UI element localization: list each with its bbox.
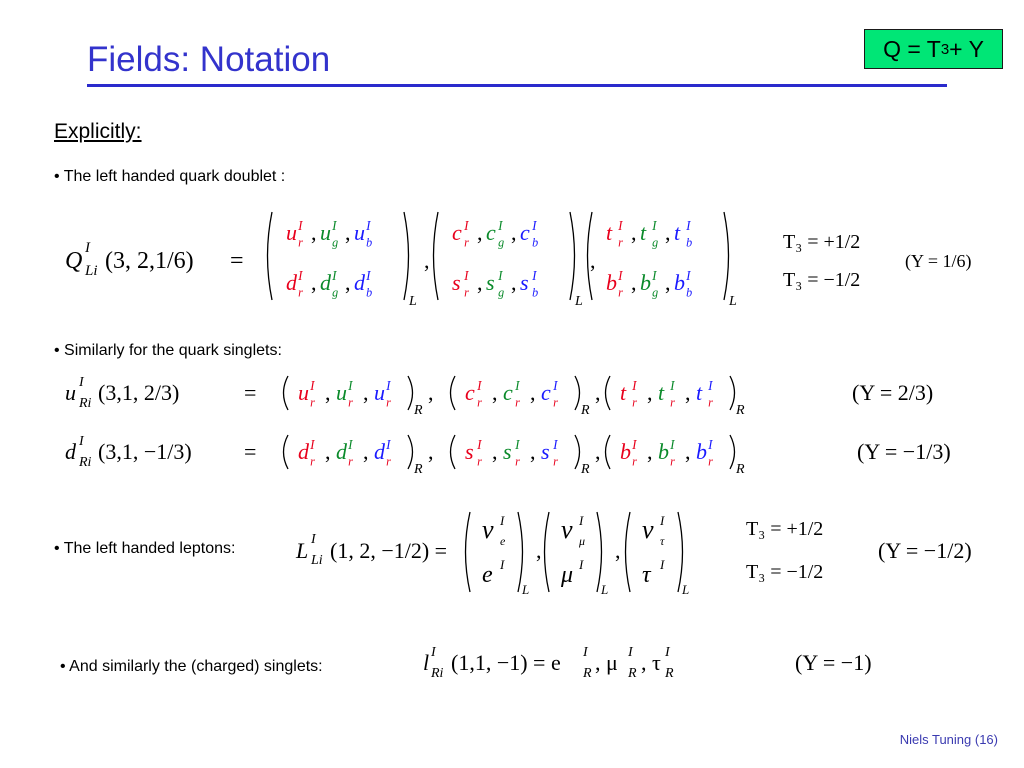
comma: , bbox=[363, 380, 369, 405]
comma: , bbox=[595, 380, 601, 405]
charged-end: , τ bbox=[641, 650, 661, 675]
lepton-equation bbox=[295, 512, 972, 597]
charged-tau-sup: I bbox=[665, 645, 670, 660]
right-paren bbox=[730, 435, 735, 469]
singlet-up-rows-2-2-sup: I bbox=[708, 378, 713, 394]
comma: , bbox=[536, 538, 542, 563]
comma: , bbox=[685, 439, 691, 464]
singlet-down-rows-2-1-sub: r bbox=[670, 454, 675, 469]
doublet-t3-top: T₃ = +1/2 bbox=[783, 231, 861, 253]
singlet-down-rows-2-0-sub: r bbox=[632, 454, 637, 469]
singlet-up-rows bbox=[284, 376, 746, 418]
comma: , bbox=[428, 439, 434, 464]
singlet-up-rows-2-0-sup: I bbox=[632, 378, 637, 394]
charged-tau-sub: R bbox=[665, 666, 674, 681]
comma: , bbox=[511, 270, 517, 295]
doublet-top-0-1-sub: g bbox=[332, 235, 339, 250]
singlet-up-rows-0-0-sub: r bbox=[310, 395, 315, 410]
singlet-up-rows-2-2-sub: r bbox=[708, 395, 713, 410]
singlet-up-rows-chirality: R bbox=[414, 403, 423, 418]
doublet-lhs-sup: I bbox=[85, 240, 90, 256]
comma: , bbox=[647, 439, 653, 464]
doublet-top-2-0-sub: r bbox=[618, 235, 623, 250]
singlet-down-args: (3,1, −1/3) bbox=[98, 439, 192, 464]
singlet-down-rows-0-0-letter: d bbox=[298, 439, 309, 464]
lepton-top-sub: μ bbox=[579, 534, 586, 548]
doublet-top-2-1-letter: t bbox=[640, 220, 647, 245]
singlet-down-rows-1-1-sup: I bbox=[515, 437, 520, 453]
singlet-up-rows-1-2-letter: c bbox=[541, 380, 551, 405]
left-paren bbox=[284, 376, 289, 410]
singlet-up-rows-1-2-sub: r bbox=[553, 395, 558, 410]
comma: , bbox=[595, 439, 601, 464]
lepton-top-sup: I bbox=[660, 513, 665, 528]
comma: , bbox=[665, 270, 671, 295]
singlet-down-rows-chirality: R bbox=[581, 462, 590, 477]
comma: , bbox=[530, 380, 536, 405]
singlet-up-rows-1-0-sup: I bbox=[477, 378, 482, 394]
lepton-top-sup: I bbox=[579, 513, 584, 528]
left-paren bbox=[451, 376, 456, 410]
footer-credit: Niels Tuning (16) bbox=[899, 732, 998, 747]
singlet-down-rows-2-1-sup: I bbox=[670, 437, 675, 453]
singlet-down-rows-chirality: R bbox=[736, 462, 745, 477]
right-paren bbox=[575, 376, 580, 410]
comma: , bbox=[647, 380, 653, 405]
doublet-bottom-2-0-sub: r bbox=[618, 285, 623, 300]
comma: , bbox=[631, 270, 637, 295]
singlet-down-rows-1-2-sup: I bbox=[553, 437, 558, 453]
bullet-charged-singlets: • And similarly the (charged) singlets: bbox=[60, 658, 323, 675]
doublet-top-0-1-letter: u bbox=[320, 220, 331, 245]
doublet-top-1-1-letter: c bbox=[486, 220, 496, 245]
lepton-bottom-0: e bbox=[482, 562, 493, 588]
doublet-top-1-2-letter: c bbox=[520, 220, 530, 245]
left-paren bbox=[284, 435, 289, 469]
doublet-bottom-1-2-sup: I bbox=[532, 268, 537, 284]
comma: , bbox=[477, 220, 483, 245]
singlet-down-rows-1-1-sub: r bbox=[515, 454, 520, 469]
singlet-up-rows-0-1-sub: r bbox=[348, 395, 353, 410]
doublet-equation bbox=[65, 212, 971, 309]
lepton-bottom-1: μ bbox=[561, 562, 574, 588]
singlet-down-equals: = bbox=[244, 439, 257, 464]
charged-mu-sup: I bbox=[628, 645, 633, 660]
singlet-down-rows-1-0-sub: r bbox=[477, 454, 482, 469]
left-paren bbox=[466, 512, 471, 592]
comma: , bbox=[665, 220, 671, 245]
charged-rhs: (1,1, −1) = e bbox=[451, 650, 561, 675]
doublet-top-1-0-sup: I bbox=[464, 218, 469, 234]
doublet-bottom-1-1-sub: g bbox=[498, 285, 505, 300]
comma: , bbox=[363, 439, 369, 464]
lepton-sub: Li bbox=[311, 553, 323, 568]
lepton-top-0: ν bbox=[482, 515, 494, 544]
lepton-matrices bbox=[466, 512, 690, 597]
doublet-bottom-2-2-sub: b bbox=[686, 285, 693, 300]
doublet-top-1-2-sub: b bbox=[532, 235, 539, 250]
doublet-bottom-2-2-letter: b bbox=[674, 270, 685, 295]
singlet-up-rows-0-1-sup: I bbox=[348, 378, 353, 394]
doublet-bottom-2-2-sup: I bbox=[686, 268, 691, 284]
doublet-bottom-1-2-sub: b bbox=[532, 285, 539, 300]
comma: , bbox=[477, 270, 483, 295]
singlet-down-rows-0-1-sub: r bbox=[348, 454, 353, 469]
doublet-chirality: L bbox=[729, 294, 737, 309]
singlet-down-rows-0-2-letter: d bbox=[374, 439, 385, 464]
lepton-t3-bottom: T₃ = −1/2 bbox=[746, 561, 824, 583]
comma: , bbox=[428, 380, 434, 405]
lepton-chirality: L bbox=[601, 582, 609, 597]
singlet-down-rows bbox=[284, 435, 746, 477]
singlet-up-rows-2-0-sub: r bbox=[632, 395, 637, 410]
doublet-bottom-2-1-sup: I bbox=[652, 268, 657, 284]
comma: , bbox=[685, 380, 691, 405]
doublet-lhs-args: (3, 2,1/6) bbox=[105, 248, 194, 274]
doublet-bottom-2-1-letter: b bbox=[640, 270, 651, 295]
singlet-up-rows-chirality: R bbox=[581, 403, 590, 418]
doublet-bottom-0-0-sup: I bbox=[298, 268, 303, 284]
left-paren bbox=[545, 512, 550, 592]
bullet-leptons: • The left handed leptons: bbox=[54, 540, 236, 557]
bullet-quark-doublet: • The left handed quark doublet : bbox=[54, 168, 286, 185]
singlet-up-equals: = bbox=[244, 380, 257, 405]
lepton-top-sub: e bbox=[500, 534, 506, 548]
singlet-up-rows-1-1-letter: c bbox=[503, 380, 513, 405]
lepton-bottom-2: τ bbox=[642, 562, 651, 588]
doublet-top-2-2-sub: b bbox=[686, 235, 693, 250]
singlet-up-equation bbox=[65, 375, 933, 418]
doublet-bottom-0-2-letter: d bbox=[354, 270, 365, 295]
singlet-up-rows-0-2-sub: r bbox=[386, 395, 391, 410]
singlet-up-rows-0-2-sup: I bbox=[386, 378, 391, 394]
doublet-top-0-2-sup: I bbox=[366, 218, 371, 234]
comma: , bbox=[631, 220, 637, 245]
lepton-chirality: L bbox=[682, 582, 690, 597]
doublet-lhs: Q bbox=[65, 248, 83, 274]
comma: , bbox=[511, 220, 517, 245]
right-paren bbox=[408, 435, 413, 469]
lepton-top-2: ν bbox=[642, 515, 654, 544]
singlet-up-rows-1-0-sub: r bbox=[477, 395, 482, 410]
charged-hypercharge: (Y = −1) bbox=[795, 650, 872, 675]
right-paren bbox=[570, 212, 575, 300]
singlet-down-lhs: d bbox=[65, 439, 76, 464]
singlet-down-rows-1-1-letter: s bbox=[503, 439, 512, 464]
singlet-up-sup: I bbox=[79, 375, 84, 390]
singlet-up-rows-2-0-letter: t bbox=[620, 380, 627, 405]
singlet-up-rows-0-0-sup: I bbox=[310, 378, 315, 394]
charged-mu-sub: R bbox=[628, 666, 637, 681]
comma: , bbox=[615, 538, 621, 563]
doublet-top-0-0-letter: u bbox=[286, 220, 297, 245]
left-paren bbox=[434, 212, 439, 300]
comma: , bbox=[424, 248, 430, 273]
doublet-t3-bottom: T₃ = −1/2 bbox=[783, 269, 861, 291]
singlet-down-rows-0-0-sup: I bbox=[310, 437, 315, 453]
right-paren bbox=[518, 512, 523, 592]
charged-lhs: l bbox=[423, 650, 430, 675]
doublet-top-2-1-sub: g bbox=[652, 235, 659, 250]
doublet-bottom-2-0-sup: I bbox=[618, 268, 623, 284]
lepton-top-sup: I bbox=[500, 513, 505, 528]
singlet-up-rows-1-2-sup: I bbox=[553, 378, 558, 394]
right-paren bbox=[575, 435, 580, 469]
left-paren bbox=[626, 512, 631, 592]
right-paren bbox=[724, 212, 729, 300]
lepton-bottom-sup: I bbox=[660, 557, 665, 572]
charged-e-sub: R bbox=[583, 666, 592, 681]
doublet-top-1-2-sup: I bbox=[532, 218, 537, 234]
doublet-bottom-1-2-letter: s bbox=[520, 270, 529, 295]
comma: , bbox=[311, 220, 317, 245]
doublet-bottom-0-2-sub: b bbox=[366, 285, 373, 300]
charged-singlet-equation bbox=[423, 645, 872, 681]
charged-sub: Ri bbox=[431, 666, 444, 681]
singlet-up-rows-0-0-letter: u bbox=[298, 380, 309, 405]
singlet-down-rows-0-1-sup: I bbox=[348, 437, 353, 453]
right-paren bbox=[730, 376, 735, 410]
singlet-up-sub: Ri bbox=[79, 396, 92, 411]
singlet-down-rows-1-0-letter: s bbox=[465, 439, 474, 464]
singlet-down-rows-0-1-letter: d bbox=[336, 439, 347, 464]
bullet-quark-singlets: • Similarly for the quark singlets: bbox=[54, 342, 282, 359]
comma: , bbox=[492, 380, 498, 405]
singlet-up-rows-1-1-sup: I bbox=[515, 378, 520, 394]
doublet-top-0-0-sup: I bbox=[298, 218, 303, 234]
doublet-bottom-0-0-letter: d bbox=[286, 270, 297, 295]
doublet-top-2-1-sup: I bbox=[652, 218, 657, 234]
singlet-down-sup: I bbox=[79, 434, 84, 449]
singlet-up-rows-0-2-letter: u bbox=[374, 380, 385, 405]
charged-mid: , μ bbox=[595, 650, 618, 675]
right-paren bbox=[678, 512, 683, 592]
doublet-top-2-2-letter: t bbox=[674, 220, 681, 245]
comma: , bbox=[590, 248, 596, 273]
singlet-down-hypercharge: (Y = −1/3) bbox=[857, 439, 951, 464]
comma: , bbox=[311, 270, 317, 295]
singlet-up-args: (3,1, 2/3) bbox=[98, 380, 180, 405]
lepton-lhs: L bbox=[296, 538, 309, 563]
singlet-down-rows-0-2-sup: I bbox=[386, 437, 391, 453]
doublet-top-2-2-sup: I bbox=[686, 218, 691, 234]
lepton-top-1: ν bbox=[561, 515, 573, 544]
doublet-top-1-1-sub: g bbox=[498, 235, 505, 250]
charged-e-sup: I bbox=[583, 645, 588, 660]
singlet-down-rows-2-1-letter: b bbox=[658, 439, 669, 464]
doublet-bottom-1-0-letter: s bbox=[452, 270, 461, 295]
singlet-down-rows-1-2-sub: r bbox=[553, 454, 558, 469]
left-paren bbox=[451, 435, 456, 469]
comma: , bbox=[345, 220, 351, 245]
doublet-bottom-1-1-sup: I bbox=[498, 268, 503, 284]
singlet-down-rows-1-2-letter: s bbox=[541, 439, 550, 464]
doublet-bottom-1-1-letter: s bbox=[486, 270, 495, 295]
singlet-down-rows-2-2-sup: I bbox=[708, 437, 713, 453]
singlet-up-rows-2-1-sup: I bbox=[670, 378, 675, 394]
doublet-equals: = bbox=[230, 248, 244, 274]
lepton-hypercharge: (Y = −1/2) bbox=[878, 538, 972, 563]
doublet-chirality: L bbox=[575, 294, 583, 309]
right-paren bbox=[597, 512, 602, 592]
singlet-down-rows-0-0-sub: r bbox=[310, 454, 315, 469]
doublet-top-0-0-sub: r bbox=[298, 235, 303, 250]
singlet-up-hypercharge: (Y = 2/3) bbox=[852, 380, 934, 405]
singlet-down-rows-1-0-sup: I bbox=[477, 437, 482, 453]
doublet-bottom-2-0-letter: b bbox=[606, 270, 617, 295]
doublet-top-2-0-sup: I bbox=[618, 218, 623, 234]
lepton-t3-top: T₃ = +1/2 bbox=[746, 518, 824, 540]
lepton-chirality: L bbox=[522, 582, 530, 597]
left-paren bbox=[606, 435, 611, 469]
singlet-down-rows-2-0-sup: I bbox=[632, 437, 637, 453]
doublet-top-1-0-sub: r bbox=[464, 235, 469, 250]
singlet-up-rows-2-2-letter: t bbox=[696, 380, 703, 405]
singlet-up-rows-2-1-sub: r bbox=[670, 395, 675, 410]
page-title: Fields: Notation bbox=[87, 40, 331, 79]
comma: , bbox=[325, 439, 331, 464]
doublet-bottom-0-1-sup: I bbox=[332, 268, 337, 284]
left-paren bbox=[606, 376, 611, 410]
lepton-sup: I bbox=[311, 532, 316, 547]
singlet-down-rows-2-2-letter: b bbox=[696, 439, 707, 464]
right-paren bbox=[404, 212, 409, 300]
singlet-down-rows-0-2-sub: r bbox=[386, 454, 391, 469]
doublet-chirality: L bbox=[409, 294, 417, 309]
singlet-up-rows-2-1-letter: t bbox=[658, 380, 665, 405]
singlet-down-sub: Ri bbox=[79, 455, 92, 470]
singlet-up-rows-chirality: R bbox=[736, 403, 745, 418]
comma: , bbox=[325, 380, 331, 405]
charge-formula-rest: + Y bbox=[949, 35, 984, 62]
doublet-top-2-0-letter: t bbox=[606, 220, 613, 245]
doublet-top-0-2-sub: b bbox=[366, 235, 373, 250]
charge-formula-q: Q = T bbox=[883, 35, 941, 62]
right-paren bbox=[408, 376, 413, 410]
section-heading: Explicitly: bbox=[54, 120, 142, 143]
doublet-top-1-1-sup: I bbox=[498, 218, 503, 234]
singlet-up-rows-1-1-sub: r bbox=[515, 395, 520, 410]
comma: , bbox=[530, 439, 536, 464]
singlet-up-rows-1-0-letter: c bbox=[465, 380, 475, 405]
lepton-bottom-sup: I bbox=[579, 557, 584, 572]
comma: , bbox=[492, 439, 498, 464]
doublet-bottom-1-0-sup: I bbox=[464, 268, 469, 284]
charge-formula-sub: 3 bbox=[940, 40, 950, 58]
doublet-bottom-2-1-sub: g bbox=[652, 285, 659, 300]
doublet-bottom-0-1-letter: d bbox=[320, 270, 331, 295]
charged-sup: I bbox=[431, 645, 436, 660]
singlet-up-rows-0-1-letter: u bbox=[336, 380, 347, 405]
singlet-down-rows-chirality: R bbox=[414, 462, 423, 477]
doublet-bottom-0-0-sub: r bbox=[298, 285, 303, 300]
left-paren bbox=[268, 212, 273, 300]
doublet-hypercharge: (Y = 1/6) bbox=[905, 251, 972, 271]
doublet-matrices bbox=[268, 212, 738, 309]
doublet-top-1-0-letter: c bbox=[452, 220, 462, 245]
singlet-down-rows-2-0-letter: b bbox=[620, 439, 631, 464]
lepton-bottom-sup: I bbox=[500, 557, 505, 572]
doublet-top-0-1-sup: I bbox=[332, 218, 337, 234]
singlet-up-lhs: u bbox=[65, 380, 76, 405]
doublet-bottom-1-0-sub: r bbox=[464, 285, 469, 300]
doublet-top-0-2-letter: u bbox=[354, 220, 365, 245]
lepton-top-sub: τ bbox=[660, 534, 665, 548]
doublet-bottom-0-1-sub: g bbox=[332, 285, 339, 300]
singlet-down-rows-2-2-sub: r bbox=[708, 454, 713, 469]
comma: , bbox=[345, 270, 351, 295]
doublet-bottom-0-2-sup: I bbox=[366, 268, 371, 284]
singlet-down-equation bbox=[65, 434, 951, 477]
lepton-args: (1, 2, −1/2) = bbox=[330, 538, 448, 563]
doublet-lhs-sub: Li bbox=[85, 263, 98, 279]
